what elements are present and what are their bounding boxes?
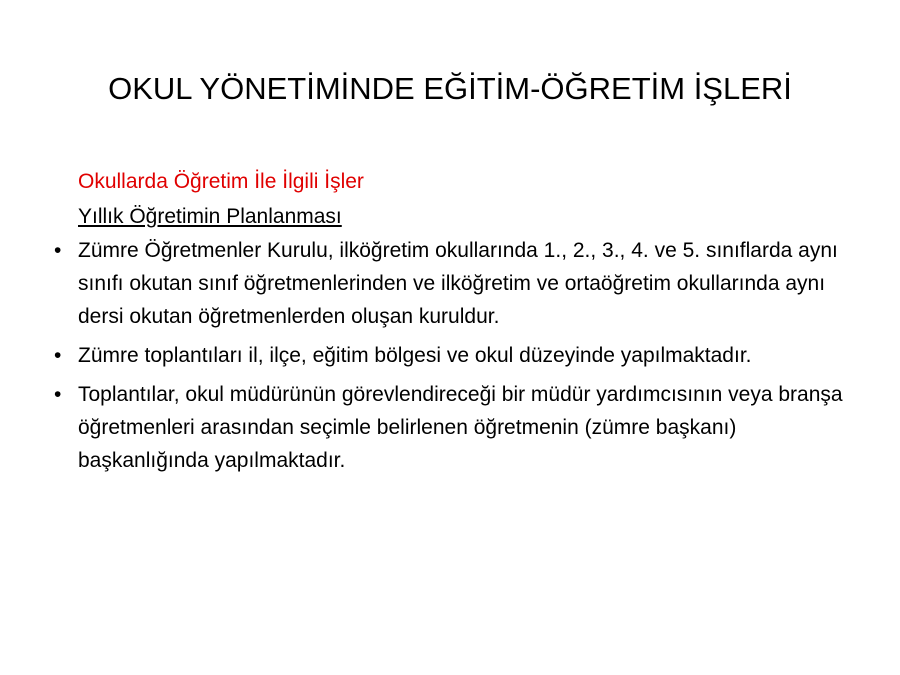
bullet-item xyxy=(52,339,852,372)
slide-content xyxy=(52,164,852,483)
slide-title: OKUL YÖNETİMİNDE EĞİTİM-ÖĞRETİM İŞLERİ xyxy=(108,71,792,106)
bullet-item xyxy=(52,234,852,333)
bullet-icon: • xyxy=(54,239,62,262)
section-subheading: Okullarda Öğretim İle İlgili İşler xyxy=(78,170,364,193)
underlined-subheading: Yıllık Öğretimin Planlanması xyxy=(78,205,342,228)
bullet-text: Toplantılar, okul müdürünün görevlendireceği bir müdür yardımcısının veya branşa öğretmenleri arasından seçimle belirlenen öğretmenin (zümre başkanı) başkanlığında yapılmaktadır. xyxy=(78,383,843,472)
bullet-text: Zümre Öğretmenler Kurulu, ilköğretim okullarında 1., 2., 3., 4. ve 5. sınıflarda aynı sınıfı okutan sınıf öğretmenlerinden ve ilköğretim ve ortaöğretim okullarında aynı dersi okutan öğretmenlerden oluşan kuruldur. xyxy=(78,239,838,328)
bullet-text: Zümre toplantıları il, ilçe, eğitim bölgesi ve okul düzeyinde yapılmaktadır. xyxy=(78,344,752,367)
bullet-icon: • xyxy=(54,383,62,406)
bullet-item xyxy=(52,378,852,477)
underlined-subheading-row xyxy=(52,199,852,234)
bullet-icon: • xyxy=(54,344,62,367)
